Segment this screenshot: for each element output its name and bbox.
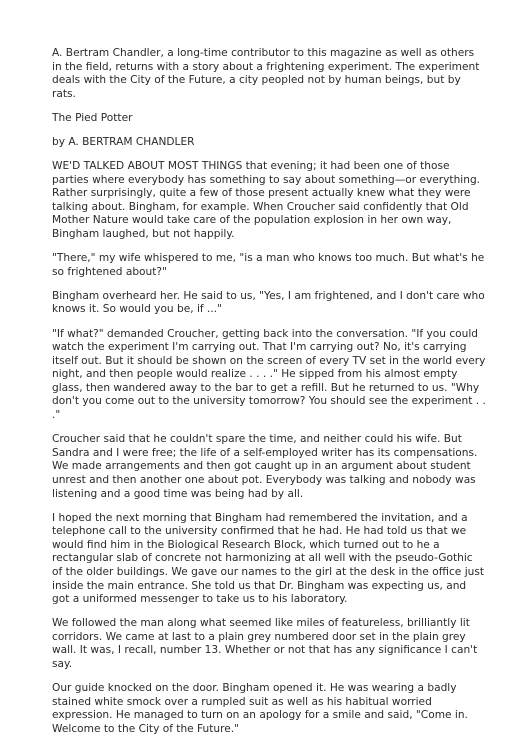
body-paragraph: I hoped the next morning that Bingham had remembered the invitation, and a telephone call to the university confirmed that he had. He had told us that we would find him in the Biological Research Block, which turned out to he a rectangular slab of concrete not harmonizing at all well with the pseudo-Gothic of the older buildings. We gave our names to the girl at the desk in the office just inside the main entrance. She told us that Dr. Bingham was expecting us, and got a uniformed messenger to take us to his laboratory. [52,511,485,606]
intro-paragraph: A. Bertram Chandler, a long-time contributor to this magazine as well as others in the field, returns with a story about a frightening experiment. The experiment deals with the City of the Future, a city peopled not by human beings, but by rats. [52,47,480,100]
story-title: The Pied Potter [52,111,133,124]
body-paragraph: WE'D TALKED ABOUT MOST THINGS that evening; it had been one of those parties where everybody has something to say about something—or everything. Rather surprisingly, quite a few of those present actually knew what they were talking about. Bingham, for example. When Croucher said confidently that Old Mother Nature would take care of the population explosion in her own way, Bingham laughed, but not happily. [52,160,481,241]
body-paragraph: Croucher said that he couldn't spare the time, and neither could his wife. But Sandra and I were free; the life of a self-employed writer has its compensations. We made arrangements and then got caught up in an argument about student unrest and then another one about pot. Everybody was talking and nobody was listening and a good time was being had by all. [52,433,478,500]
body-paragraph: "If what?" demanded Croucher, getting back into the conversation. "If you could watch the experiment I'm carrying out. That I'm carrying out? No, it's carrying itself out. But it should be shown on the screen of every TV set in the world every night, and then people would realize . . . ." He sipped from his almost empty glass, then wandered away to the bar to get a refill. But he returned to us. "Why don't you come out to the university tomorrow? You should see the experiment . . ." [52,327,486,422]
body-paragraph: Our guide knocked on the door. Bingham opened it. He was wearing a badly stained white smock over a rumpled suit as well as his habitual worried expression. He managed to turn on an apology for a smile and said, "Come in. Welcome to the City of the Future." [52,682,468,735]
body-paragraph: We followed the man along what seemed like miles of featureless, brilliantly lit corridors. We came at last to a plain grey numbered door set in the plain grey wall. It was, I recall, number 13. Whether or not that has any significance I can't say. [52,617,478,671]
byline: by A. BERTRAM CHANDLER [52,135,195,148]
body-paragraph: "There," my wife whispered to me, "is a man who knows too much. But what's he so frightened about?" [52,252,485,278]
body-paragraph: Bingham overheard her. He said to us, "Yes, I am frightened, and I don't care who knows it. So would you be, if ..." [52,289,485,316]
